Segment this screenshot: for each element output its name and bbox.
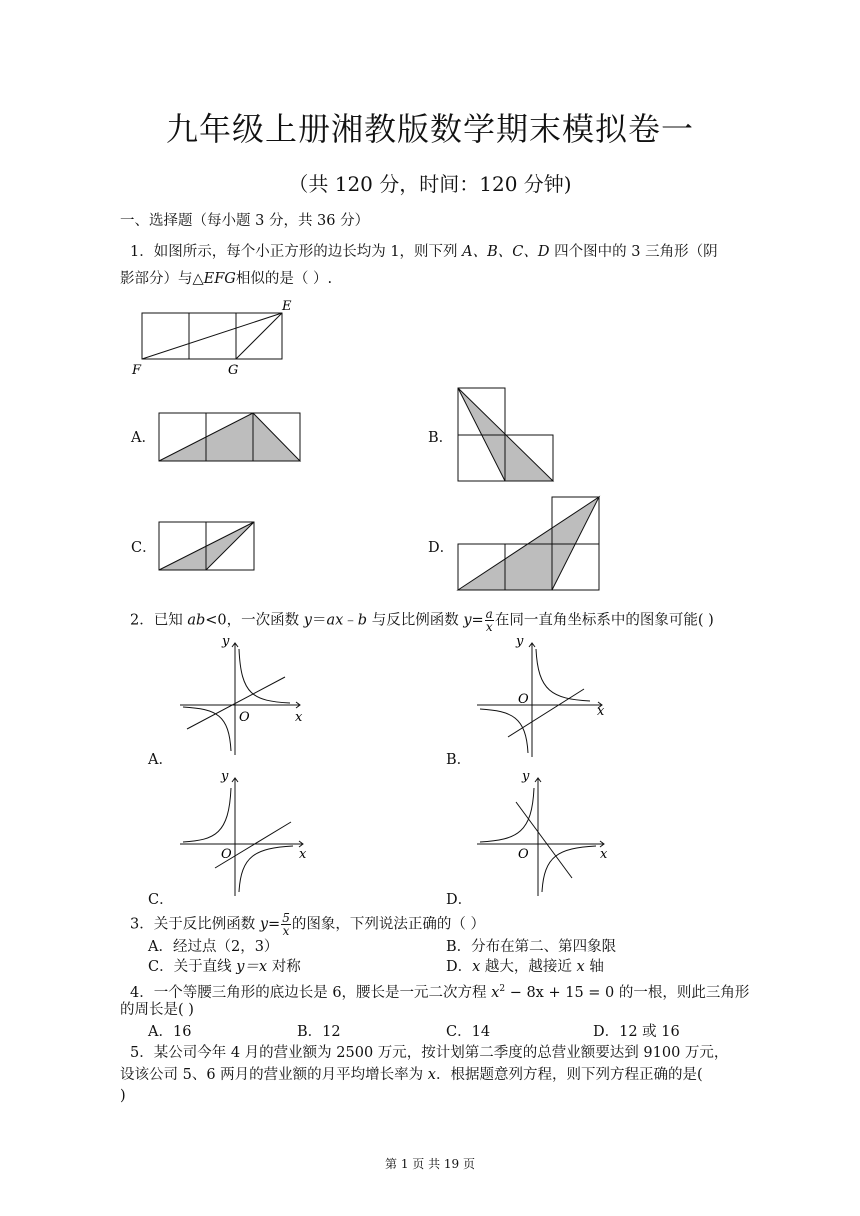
section-heading: 一、选择题（每小题 3 分，共 36 分） (120, 213, 370, 229)
origin-label: O (239, 710, 250, 725)
page-subtitle: （共 120 分，时间：120 分钟) (288, 172, 572, 196)
q1-stem-line2: 影部分）与△EFG相似的是（ ）. (120, 271, 333, 287)
q2-option-a-label[interactable]: A． (148, 752, 173, 768)
q1-option-a-figure (158, 412, 303, 464)
q2-graph-c (175, 768, 310, 898)
q2-option-d-label[interactable]: D． (446, 892, 473, 908)
q4-option-a[interactable]: A．16 (148, 1024, 192, 1040)
q1-stem-line1: 1．如图所示，每个小正方形的边长均为 1，则下列 A、B、C、D 四个图中的 3 三角形（阴 (130, 244, 718, 260)
q4-stem-line2: 的周长是( ) (120, 1002, 194, 1018)
axis-y-label: y (222, 634, 230, 649)
axis-y-label: y (516, 634, 524, 649)
origin-label: O (518, 692, 529, 707)
q1-option-c-figure (158, 521, 258, 573)
label-g: G (228, 363, 239, 378)
q4-option-c[interactable]: C．14 (446, 1024, 491, 1040)
axis-x-label: x (299, 847, 307, 862)
q2-graph-a (175, 633, 310, 758)
q3-option-d[interactable]: D．x 越大，越接近 x 轴 (446, 959, 604, 975)
q1-option-d-label[interactable]: D． (428, 540, 455, 556)
axis-x-label: x (295, 710, 303, 725)
q5-stem-line2: 设该公司 5、6 两月的营业额的月平均增长率为 x．根据题意列方程，则下列方程正确的是( (120, 1067, 703, 1083)
axis-y-label: y (221, 769, 229, 784)
q1-option-d-figure (457, 496, 602, 593)
q3-option-a[interactable]: A．经过点（2，3） (148, 939, 279, 955)
q4-option-d[interactable]: D．12 或 16 (593, 1024, 680, 1040)
origin-label: O (221, 847, 232, 862)
q3-option-c[interactable]: C．关于直线 y＝x 对称 (148, 959, 301, 975)
axis-x-label: x (600, 847, 608, 862)
axis-x-label: x (597, 704, 605, 719)
label-e: E (282, 299, 292, 314)
q3-stem: 3．关于反比例函数 y= $\frac{5}{x}$ 的图象，下列说法正确的（ ） (130, 911, 485, 938)
label-f: F (132, 363, 142, 378)
q2-stem: 2．已知 ab<0，一次函数 y＝ax﹣b 与反比例函数 y= $\frac{a}{x}$ 在同一直角坐标系中的图象可能( ) (130, 607, 714, 634)
q1-option-a-label[interactable]: A． (131, 430, 156, 446)
q3-option-b[interactable]: B．分布在第二、第四象限 (446, 939, 617, 955)
q1-reference-figure (130, 300, 300, 380)
page-title: 九年级上册湘教版数学期末模拟卷一 (165, 110, 694, 148)
q3-fraction: $\frac{5}{x}$ (282, 911, 290, 938)
page-footer: 第 1 页 共 19 页 (385, 1157, 475, 1171)
axis-y-label: y (522, 769, 530, 784)
q5-stem-line3: ) (120, 1088, 126, 1104)
q5-stem-line1: 5．某公司今年 4 月的营业额为 2500 万元，按计划第二季度的总营业额要达到 9100 万元， (130, 1045, 729, 1061)
q2-graph-d (472, 768, 612, 898)
origin-label: O (518, 847, 529, 862)
q1-option-c-label[interactable]: C． (131, 540, 157, 556)
q2-option-b-label[interactable]: B． (446, 752, 472, 768)
q2-fraction: $\frac{a}{x}$ (485, 607, 493, 634)
q4-stem-line1: 4．一个等腰三角形的底边长是 6，腰长是一元二次方程 $x^2 - 8x + 15 = 0$ 的一根，则此三角形 (130, 984, 750, 1001)
q1-option-b-label[interactable]: B． (428, 430, 454, 446)
q2-option-c-label[interactable]: C． (148, 892, 174, 908)
q4-option-b[interactable]: B．12 (297, 1024, 341, 1040)
q1-option-b-figure (457, 387, 557, 484)
q2-graph-b (472, 633, 612, 758)
